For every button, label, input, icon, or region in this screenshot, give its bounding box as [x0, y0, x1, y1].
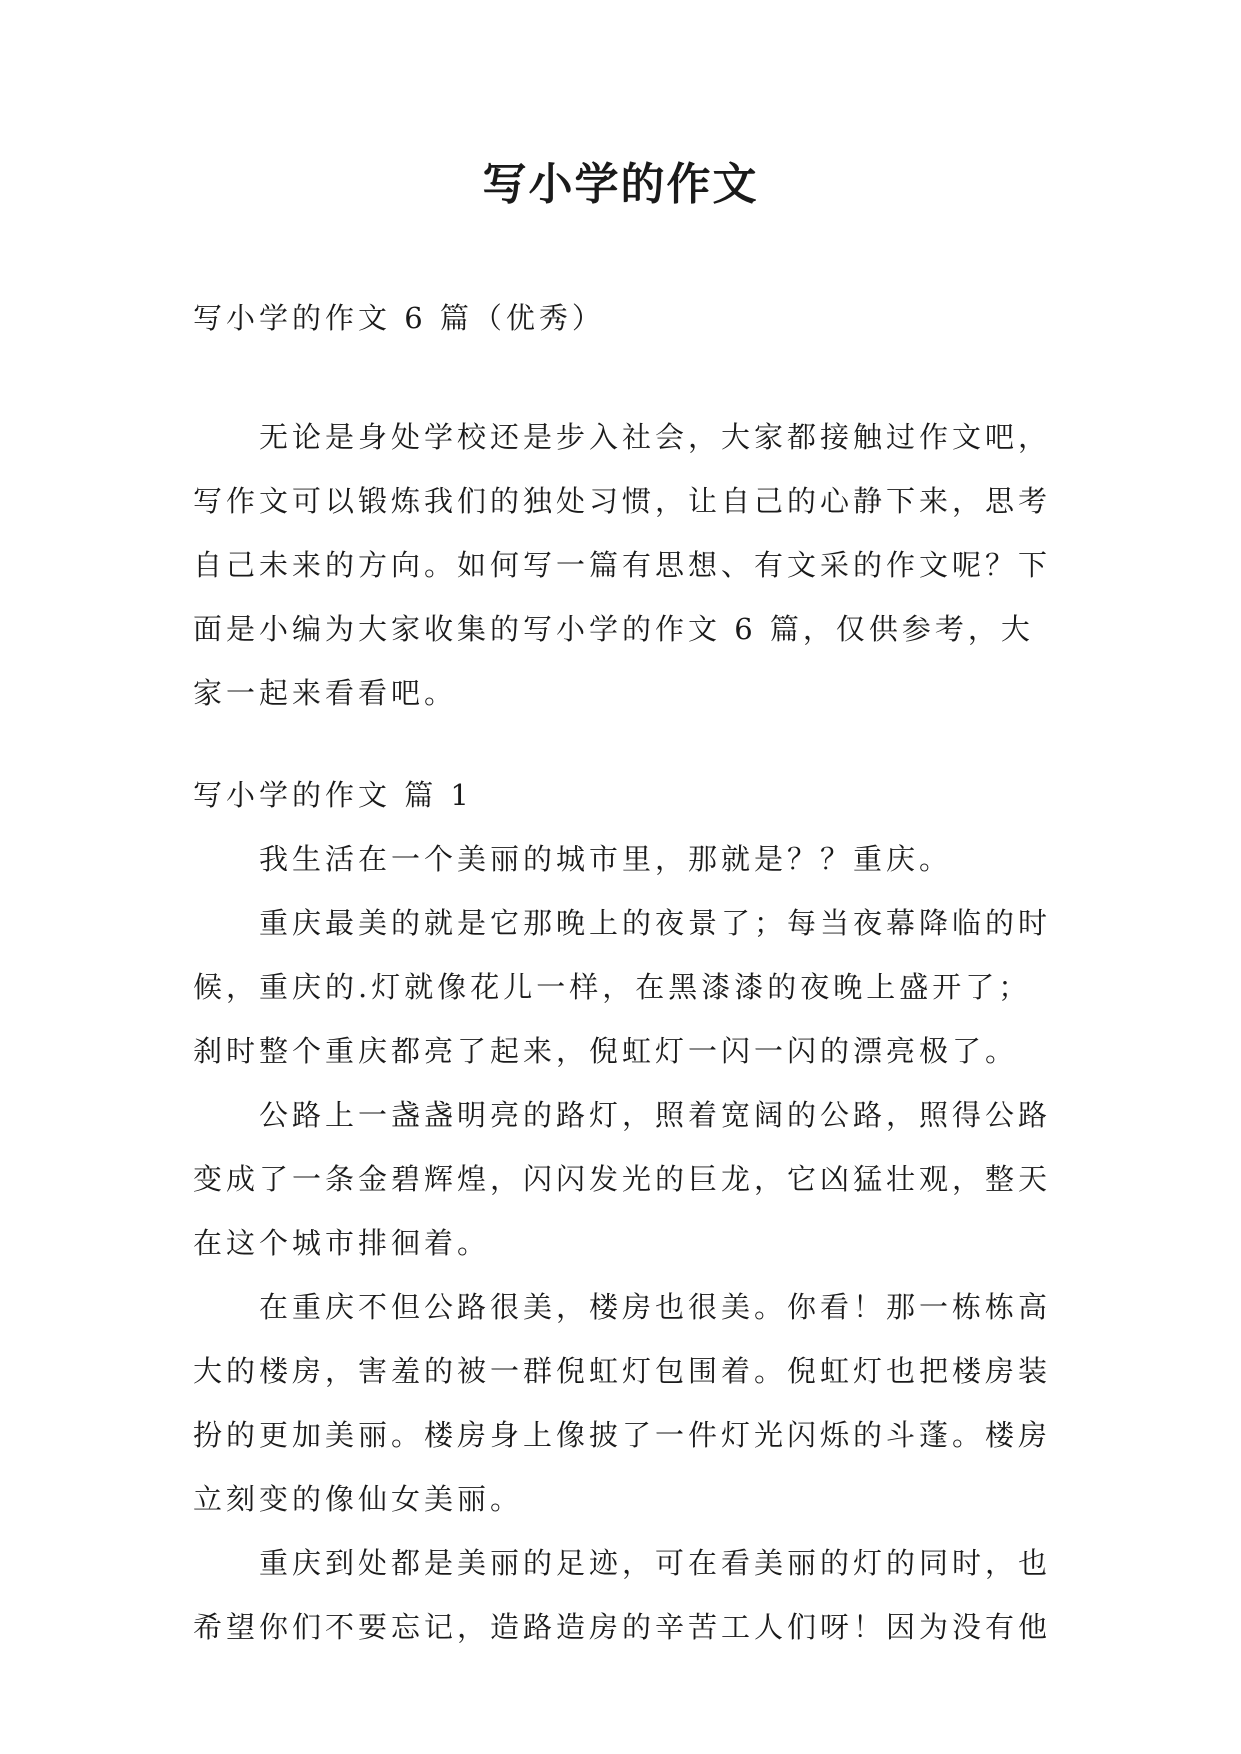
- section-heading: 写小学的作文 篇 1: [193, 778, 473, 812]
- essay-paragraph-1: 我生活在一个美丽的城市里，那就是？？重庆。: [259, 842, 953, 876]
- intro-paragraph: 无论是身处学校还是步入社会，大家都接触过作文吧，写作文可以锻炼我们的独处习惯，让自己的心静下来，思考自己未来的方向。如何写一篇有思想、有文采的作文呢？下面是小编为大家收集的写小学的作文 6 篇，仅供参考，大家一起来看看吧。: [193, 420, 1052, 710]
- document-subtitle: 写小学的作文 6 篇（优秀）: [193, 301, 605, 335]
- essay-paragraph-2: 重庆最美的就是它那晚上的夜景了；每当夜幕降临的时候，重庆的.灯就像花儿一样，在黑漆漆的夜晚上盛开了；刹时整个重庆都亮了起来，倪虹灯一闪一闪的漂亮极了。: [193, 906, 1052, 1068]
- essay-body: [193, 827, 1053, 1659]
- essay-paragraph-4: 在重庆不但公路很美，楼房也很美。你看！那一栋栋高大的楼房，害羞的被一群倪虹灯包围着。倪虹灯也把楼房装扮的更加美丽。楼房身上像披了一件灯光闪烁的斗蓬。楼房立刻变的像仙女美丽。: [193, 1290, 1052, 1516]
- essay-paragraph-3: 公路上一盏盏明亮的路灯，照着宽阔的公路，照得公路变成了一条金碧辉煌，闪闪发光的巨龙，它凶猛壮观，整天在这个城市排徊着。: [193, 1098, 1052, 1260]
- essay-paragraph-5: 重庆到处都是美丽的足迹，可在看美丽的灯的同时，也希望你们不要忘记，造路造房的辛苦工人们呀！因为没有他: [193, 1546, 1052, 1644]
- document-title: 写小学的作文: [482, 159, 759, 210]
